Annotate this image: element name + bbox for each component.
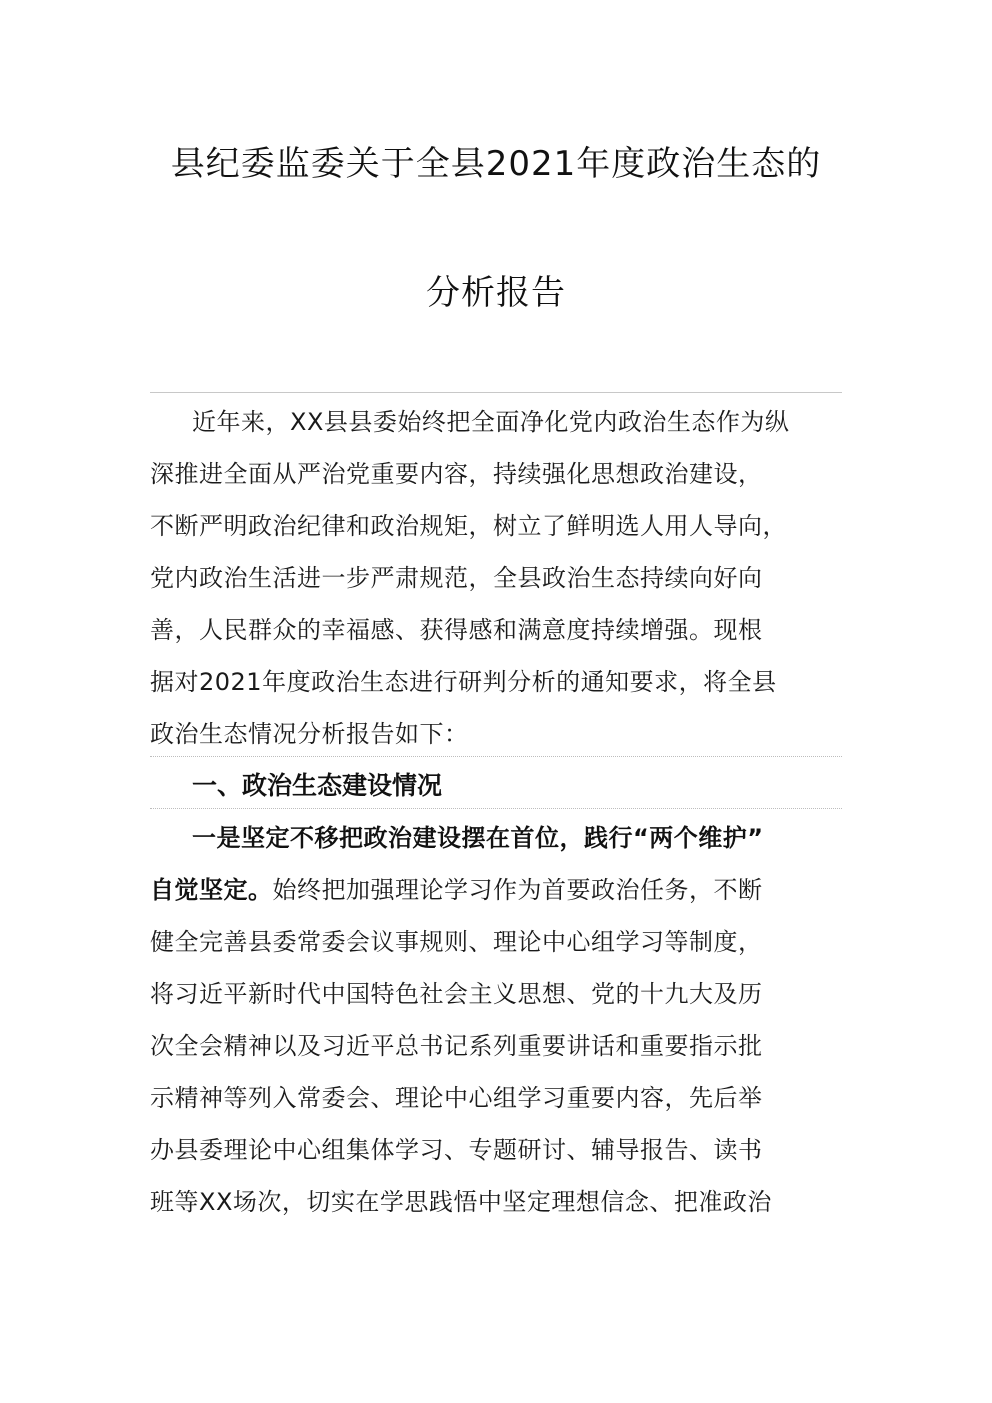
line-rest: 始终把加强理论学习作为首要政治任务，不断 <box>272 876 763 904</box>
body-line: 办县委理论中心组集体学习、专题研讨、辅导报告、读书 <box>150 1136 763 1164</box>
intro-paragraph <box>150 396 842 760</box>
intro-line: 政治生态情况分析报告如下： <box>150 720 469 748</box>
body-line: 示精神等列入常委会、理论中心组学习重要内容，先后举 <box>150 1084 763 1112</box>
dotted-divider <box>150 756 842 757</box>
intro-line: 党内政治生活进一步严肃规范，全县政治生态持续向好向 <box>150 564 763 592</box>
dotted-divider <box>150 808 842 809</box>
body-line: 次全会精神以及习近平总书记系列重要讲话和重要指示批 <box>150 1032 763 1060</box>
intro-line: 近年来，XX县县委始终把全面净化党内政治生态作为纵 <box>192 408 790 436</box>
body-line: 将习近平新时代中国特色社会主义思想、党的十九大及历 <box>150 980 763 1008</box>
body-line: 健全完善县委常委会议事规则、理论中心组学习等制度， <box>150 928 763 956</box>
intro-line: 深推进全面从严治党重要内容，持续强化思想政治建设， <box>150 460 763 488</box>
bold-lead-line: 一是坚定不移把政治建设摆在首位，践行“两个维护” <box>192 824 764 852</box>
body-line: 班等XX场次，切实在学思践悟中坚定理想信念、把准政治 <box>150 1188 772 1216</box>
top-divider <box>150 392 842 393</box>
section1-paragraph <box>150 812 842 1228</box>
intro-line: 善，人民群众的幸福感、获得感和满意度持续增强。现根 <box>150 616 763 644</box>
section-heading: 一、政治生态建设情况 <box>192 771 443 800</box>
bold-lead-end: 自觉坚定。 <box>150 876 273 904</box>
document-title-line-1: 县纪委监委关于全县2021年度政治生态的 <box>170 144 822 184</box>
mixed-line <box>150 864 842 916</box>
intro-line: 不断严明政治纪律和政治规矩，树立了鲜明选人用人导向， <box>150 512 787 540</box>
intro-line: 据对2021年度政治生态进行研判分析的通知要求，将全县 <box>150 668 777 696</box>
document-title-line-2: 分析报告 <box>426 273 566 313</box>
